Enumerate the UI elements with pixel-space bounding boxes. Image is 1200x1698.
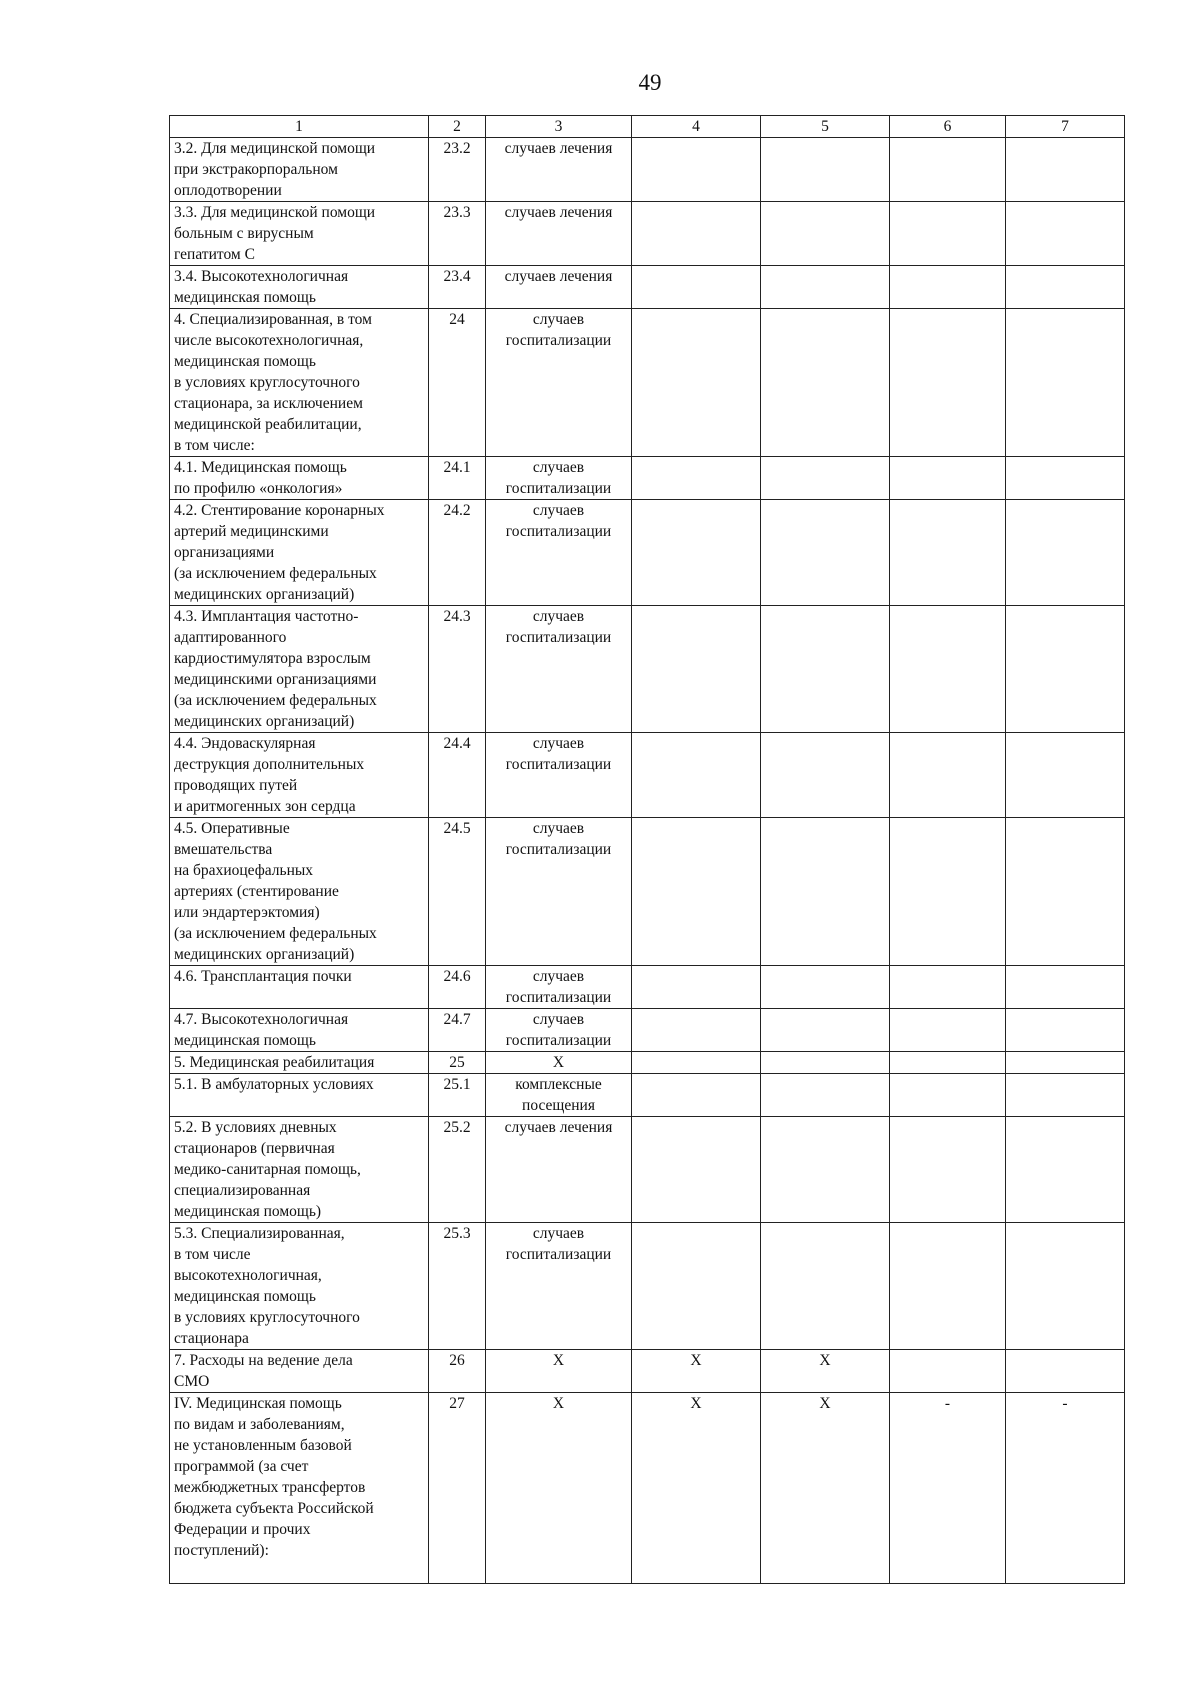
table-row xyxy=(170,457,1125,500)
table-row xyxy=(170,266,1125,309)
cell-c7: - xyxy=(1006,1393,1125,1584)
cell-c7 xyxy=(1006,1223,1125,1350)
cell-c6 xyxy=(890,1350,1006,1393)
cell-c6: - xyxy=(890,1393,1006,1584)
cell-c4 xyxy=(632,1223,761,1350)
cell-unit: случаев госпитализации xyxy=(486,309,632,457)
cell-code: 23.4 xyxy=(429,266,486,309)
cell-c7 xyxy=(1006,733,1125,818)
cell-c6 xyxy=(890,966,1006,1009)
cell-unit: случаев госпитализации xyxy=(486,733,632,818)
cell-c5 xyxy=(761,309,890,457)
cell-c4 xyxy=(632,266,761,309)
cell-unit: случаев лечения xyxy=(486,138,632,202)
cell-c5 xyxy=(761,733,890,818)
table-row xyxy=(170,606,1125,733)
col-header: 5 xyxy=(761,116,890,138)
cell-c6 xyxy=(890,309,1006,457)
cell-c5 xyxy=(761,138,890,202)
cell-code: 24.4 xyxy=(429,733,486,818)
cell-c7 xyxy=(1006,1350,1125,1393)
cell-c5 xyxy=(761,202,890,266)
cell-unit: случаев госпитализации xyxy=(486,818,632,966)
cell-c4 xyxy=(632,733,761,818)
cell-name: 5. Медицинская реабилитация xyxy=(170,1052,429,1074)
cell-c7 xyxy=(1006,138,1125,202)
cell-c7 xyxy=(1006,202,1125,266)
cell-c6 xyxy=(890,202,1006,266)
cell-name: 4.3. Имплантация частотно- адаптированного кардиостимулятора взрослым медицинскими организациями (за исключением федеральных медицинских организаций) xyxy=(170,606,429,733)
cell-code: 26 xyxy=(429,1350,486,1393)
cell-c5 xyxy=(761,500,890,606)
table-row xyxy=(170,1117,1125,1223)
cell-c7 xyxy=(1006,309,1125,457)
cell-name: 7. Расходы на ведение дела СМО xyxy=(170,1350,429,1393)
cell-code: 24.5 xyxy=(429,818,486,966)
cell-unit: случаев госпитализации xyxy=(486,500,632,606)
cell-name: 4.1. Медицинская помощь по профилю «онкология» xyxy=(170,457,429,500)
cell-c7 xyxy=(1006,1009,1125,1052)
indicators-table xyxy=(169,115,1125,1584)
cell-c4 xyxy=(632,500,761,606)
cell-name: 4.6. Трансплантация почки xyxy=(170,966,429,1009)
cell-name: 4. Специализированная, в том числе высокотехнологичная, медицинская помощь в условиях круглосуточного стационара, за исключением медицинской реабилитации, в том числе: xyxy=(170,309,429,457)
cell-c4 xyxy=(632,818,761,966)
table-row xyxy=(170,1009,1125,1052)
cell-c4: Х xyxy=(632,1350,761,1393)
cell-c4 xyxy=(632,457,761,500)
cell-code: 25.2 xyxy=(429,1117,486,1223)
cell-c4 xyxy=(632,138,761,202)
cell-code: 25.1 xyxy=(429,1074,486,1117)
cell-name: 4.4. Эндоваскулярная деструкция дополнительных проводящих путей и аритмогенных зон сердца xyxy=(170,733,429,818)
cell-code: 24 xyxy=(429,309,486,457)
cell-c6 xyxy=(890,1009,1006,1052)
cell-c4 xyxy=(632,966,761,1009)
cell-unit: случаев госпитализации xyxy=(486,966,632,1009)
cell-c5 xyxy=(761,1223,890,1350)
col-header: 7 xyxy=(1006,116,1125,138)
cell-name: 5.2. В условиях дневных стационаров (первичная медико-санитарная помощь, специализированная медицинская помощь) xyxy=(170,1117,429,1223)
col-header: 3 xyxy=(486,116,632,138)
cell-c4 xyxy=(632,1052,761,1074)
cell-c6 xyxy=(890,733,1006,818)
cell-name: IV. Медицинская помощь по видам и заболеваниям, не установленным базовой программой (за счет межбюджетных трансфертов бюджета субъекта Российской Федерации и прочих поступлений): xyxy=(170,1393,429,1584)
col-header: 6 xyxy=(890,116,1006,138)
cell-unit: случаев госпитализации xyxy=(486,1223,632,1350)
cell-unit: случаев госпитализации xyxy=(486,1009,632,1052)
cell-c6 xyxy=(890,1074,1006,1117)
cell-code: 25.3 xyxy=(429,1223,486,1350)
cell-c7 xyxy=(1006,500,1125,606)
cell-name: 5.3. Специализированная, в том числе высокотехнологичная, медицинская помощь в условиях круглосуточного стационара xyxy=(170,1223,429,1350)
cell-c6 xyxy=(890,1223,1006,1350)
cell-c5 xyxy=(761,1074,890,1117)
cell-name: 3.2. Для медицинской помощи при экстракорпоральном оплодотворении xyxy=(170,138,429,202)
cell-c6 xyxy=(890,500,1006,606)
cell-c4 xyxy=(632,1009,761,1052)
cell-c5: Х xyxy=(761,1350,890,1393)
table-row xyxy=(170,1393,1125,1584)
table-row xyxy=(170,818,1125,966)
cell-code: 24.1 xyxy=(429,457,486,500)
cell-c7 xyxy=(1006,606,1125,733)
cell-c5 xyxy=(761,266,890,309)
cell-unit: комплексные посещения xyxy=(486,1074,632,1117)
cell-unit: случаев госпитализации xyxy=(486,606,632,733)
table-row xyxy=(170,966,1125,1009)
cell-c5 xyxy=(761,457,890,500)
cell-c4 xyxy=(632,309,761,457)
cell-code: 27 xyxy=(429,1393,486,1584)
cell-name: 5.1. В амбулаторных условиях xyxy=(170,1074,429,1117)
table-row xyxy=(170,1223,1125,1350)
col-header: 2 xyxy=(429,116,486,138)
cell-c5 xyxy=(761,606,890,733)
cell-unit: случаев лечения xyxy=(486,202,632,266)
cell-name: 4.2. Стентирование коронарных артерий медицинскими организациями (за исключением федеральных медицинских организаций) xyxy=(170,500,429,606)
cell-code: 24.6 xyxy=(429,966,486,1009)
col-header: 1 xyxy=(170,116,429,138)
cell-c7 xyxy=(1006,266,1125,309)
table-row xyxy=(170,1052,1125,1074)
cell-c5 xyxy=(761,1009,890,1052)
cell-name: 4.5. Оперативные вмешательства на брахиоцефальных артериях (стентирование или эндартерэктомия) (за исключением федеральных медицинских организаций) xyxy=(170,818,429,966)
table-row xyxy=(170,1074,1125,1117)
cell-c7 xyxy=(1006,966,1125,1009)
cell-name: 3.4. Высокотехнологичная медицинская помощь xyxy=(170,266,429,309)
cell-c6 xyxy=(890,138,1006,202)
cell-c4: Х xyxy=(632,1393,761,1584)
cell-unit: Х xyxy=(486,1052,632,1074)
cell-c7 xyxy=(1006,818,1125,966)
table-row xyxy=(170,500,1125,606)
cell-unit: случаев лечения xyxy=(486,1117,632,1223)
cell-code: 24.2 xyxy=(429,500,486,606)
cell-code: 24.3 xyxy=(429,606,486,733)
header-row xyxy=(170,116,1125,138)
cell-code: 23.2 xyxy=(429,138,486,202)
cell-unit: Х xyxy=(486,1350,632,1393)
cell-c6 xyxy=(890,457,1006,500)
cell-c7 xyxy=(1006,1117,1125,1223)
cell-c5 xyxy=(761,966,890,1009)
cell-c6 xyxy=(890,606,1006,733)
cell-c4 xyxy=(632,1117,761,1223)
cell-unit: Х xyxy=(486,1393,632,1584)
cell-c7 xyxy=(1006,1074,1125,1117)
cell-c5: Х xyxy=(761,1393,890,1584)
cell-c4 xyxy=(632,202,761,266)
table-row xyxy=(170,202,1125,266)
cell-c4 xyxy=(632,606,761,733)
cell-c6 xyxy=(890,818,1006,966)
cell-c6 xyxy=(890,1117,1006,1223)
cell-c5 xyxy=(761,1117,890,1223)
page-number: 49 xyxy=(638,70,662,95)
cell-c4 xyxy=(632,1074,761,1117)
cell-code: 23.3 xyxy=(429,202,486,266)
cell-unit: случаев лечения xyxy=(486,266,632,309)
cell-c6 xyxy=(890,1052,1006,1074)
table-row xyxy=(170,733,1125,818)
cell-name: 3.3. Для медицинской помощи больным с вирусным гепатитом С xyxy=(170,202,429,266)
cell-name: 4.7. Высокотехнологичная медицинская помощь xyxy=(170,1009,429,1052)
cell-unit: случаев госпитализации xyxy=(486,457,632,500)
cell-code: 24.7 xyxy=(429,1009,486,1052)
table-row xyxy=(170,138,1125,202)
col-header: 4 xyxy=(632,116,761,138)
cell-c5 xyxy=(761,818,890,966)
cell-code: 25 xyxy=(429,1052,486,1074)
cell-c6 xyxy=(890,266,1006,309)
cell-c7 xyxy=(1006,1052,1125,1074)
table-row xyxy=(170,1350,1125,1393)
table-row xyxy=(170,309,1125,457)
cell-c7 xyxy=(1006,457,1125,500)
cell-c5 xyxy=(761,1052,890,1074)
